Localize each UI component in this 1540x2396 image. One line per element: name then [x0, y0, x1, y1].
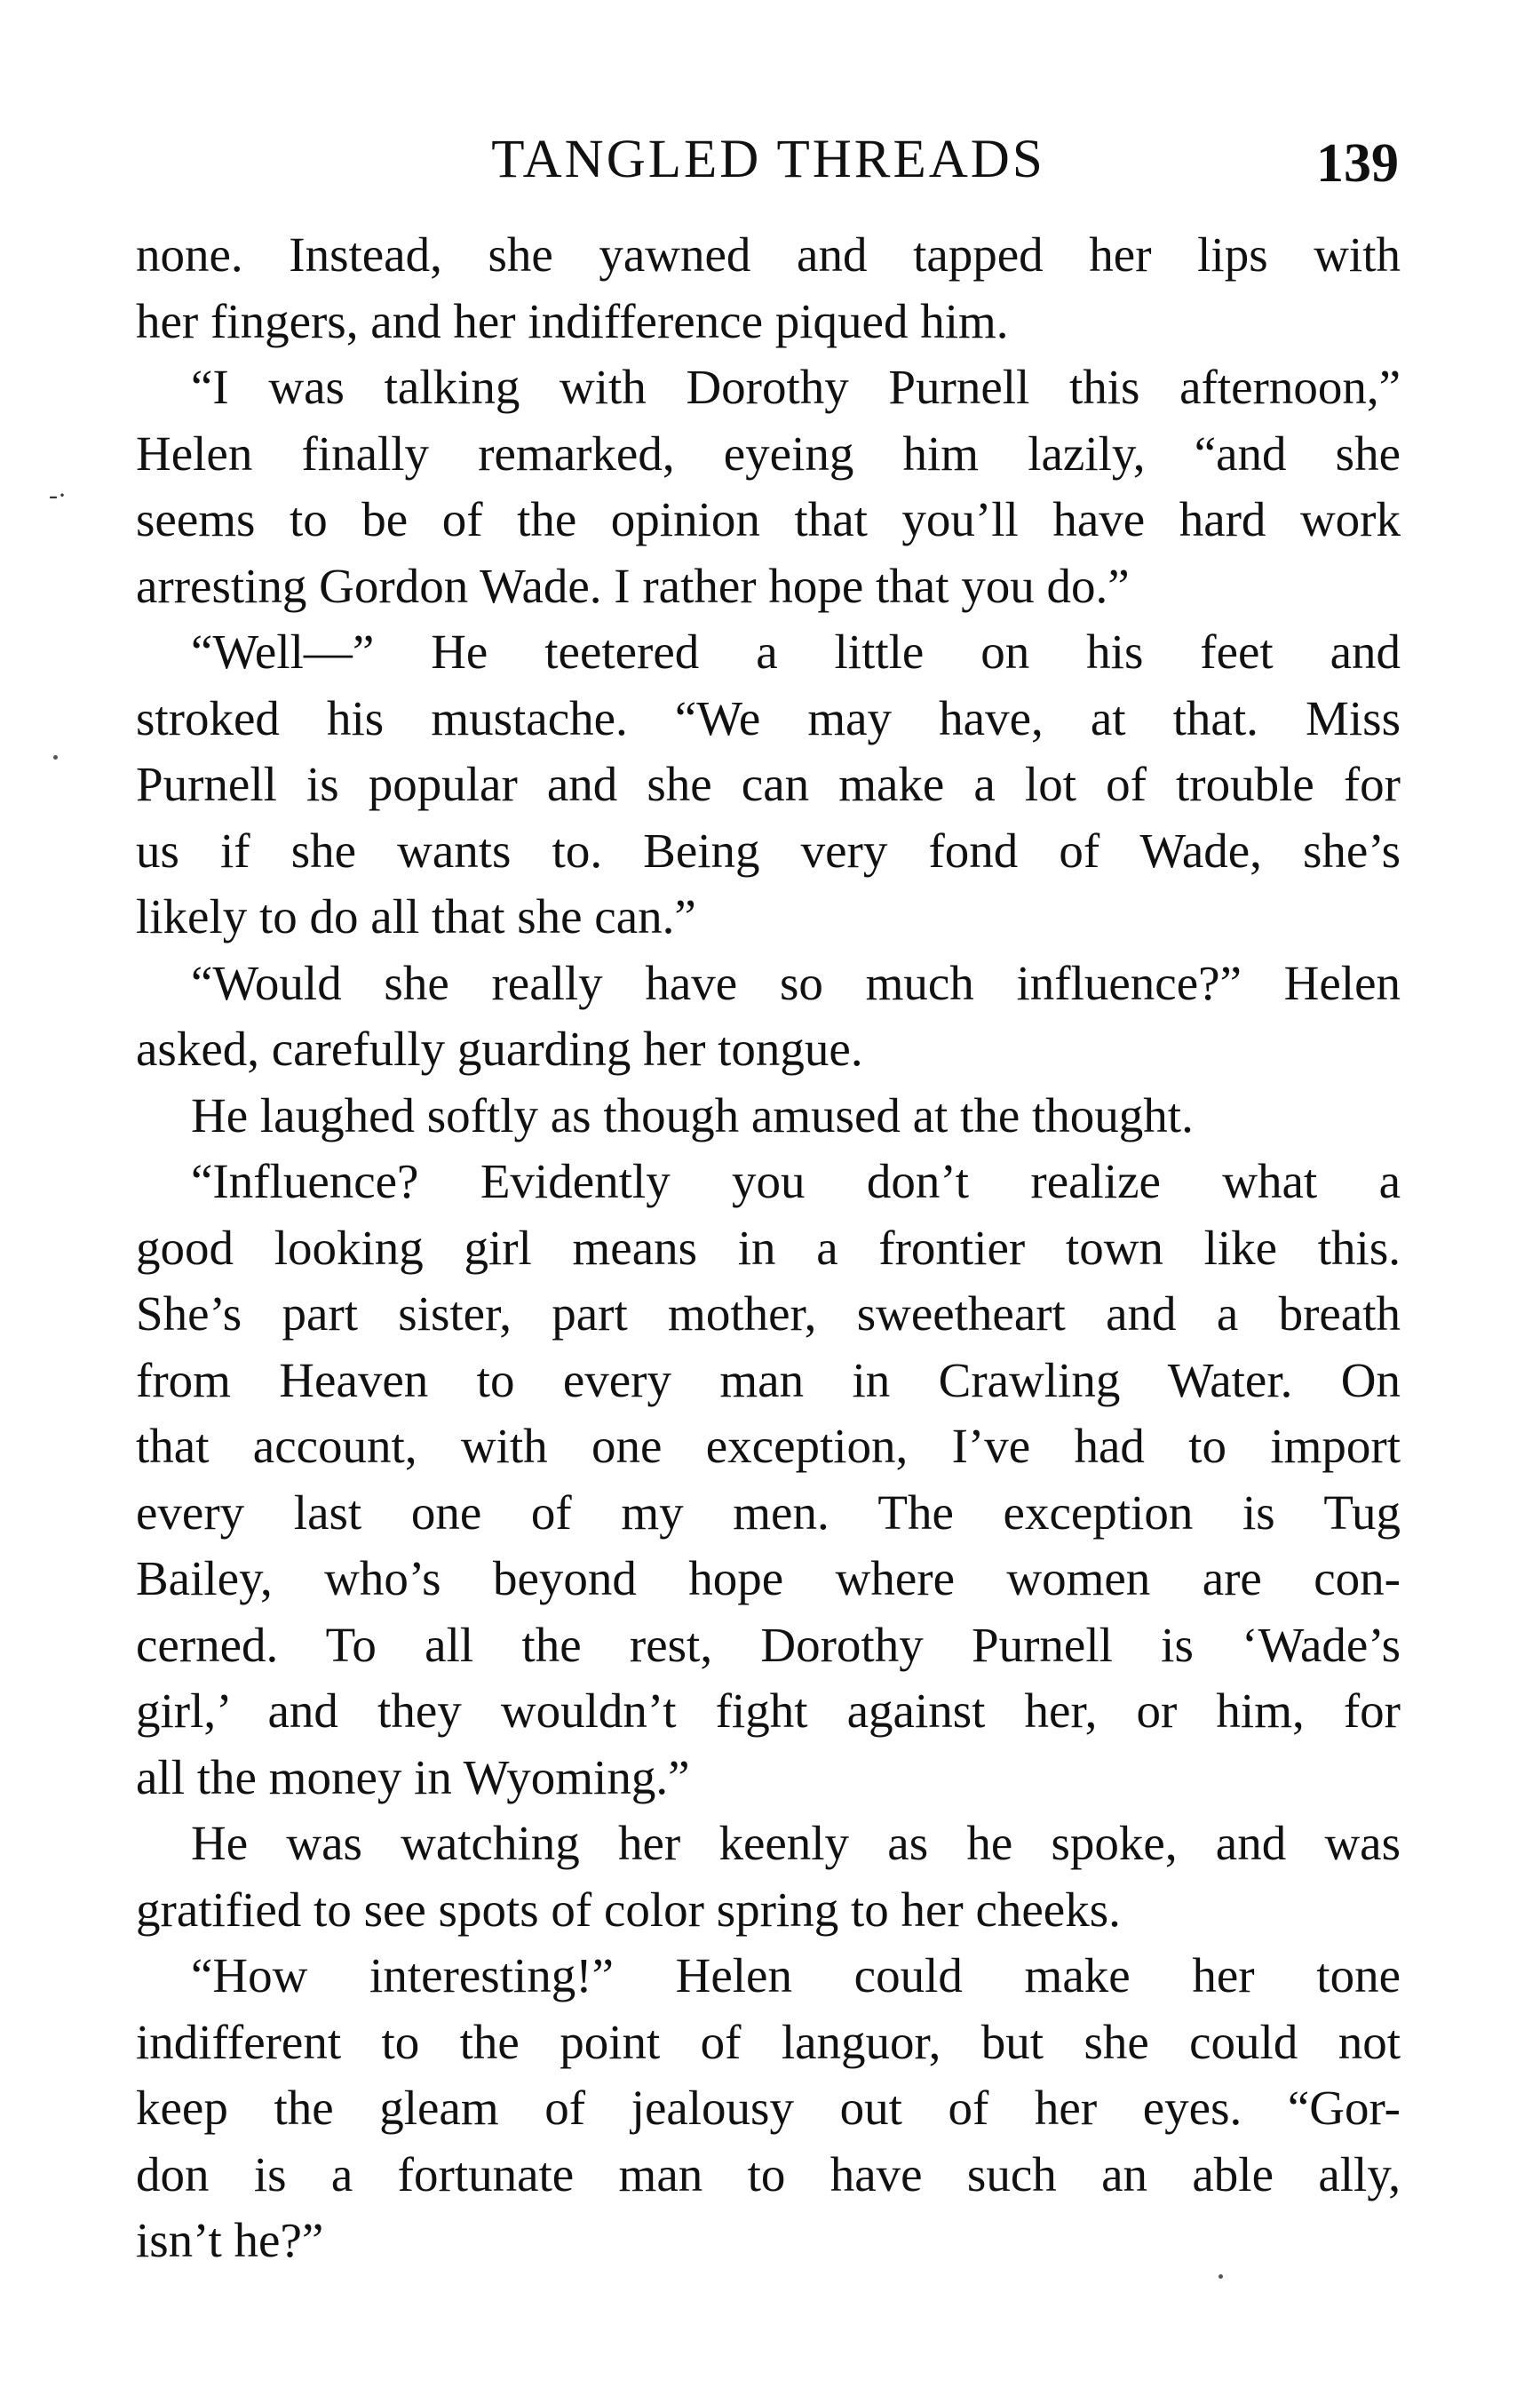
running-title: TANGLED THREADS	[491, 130, 1045, 189]
text-line: from Heaven to every man in Crawling Water. On	[136, 1352, 1401, 1407]
paper-speck	[53, 755, 58, 760]
text-line: every last one of my men. The exception is Tug	[136, 1485, 1401, 1540]
text-line: She’s part sister, part mother, sweetheart and a breath	[136, 1286, 1401, 1341]
running-head	[138, 124, 1399, 195]
text-line: He was watching her keenly as he spoke, and was	[191, 1816, 1401, 1870]
text-line: gratified to see spots of color spring to her cheeks.	[136, 1882, 1121, 1937]
text-line: us if she wants to. Being very fond of Wade, she’s	[136, 823, 1401, 878]
text-line: isn’t he?”	[136, 2213, 324, 2267]
text-line: “Influence? Evidently you don’t realize what a	[191, 1154, 1401, 1208]
text-line: girl,’ and they wouldn’t fight against her, or him, for	[136, 1684, 1401, 1738]
text-line: He laughed softly as though amused at the thought.	[191, 1087, 1194, 1142]
text-line: Purnell is popular and she can make a lot of trouble for	[136, 757, 1401, 811]
text-line: arresting Gordon Wade. I rather hope that you do.”	[136, 558, 1130, 613]
margin-mark: -·	[49, 481, 67, 510]
paper-speck	[1219, 2274, 1223, 2279]
text-line: stroked his mustache. “We may have, at that. Miss	[136, 690, 1401, 745]
text-line: Bailey, who’s beyond hope where women are con-	[136, 1551, 1401, 1605]
text-line: “I was talking with Dorothy Purnell this afternoon,”	[191, 360, 1401, 414]
text-line: her fingers, and her indifference piqued him.	[136, 293, 1009, 348]
text-line: seems to be of the opinion that you’ll have hard work	[136, 492, 1401, 546]
text-line: indifferent to the point of languor, but she could not	[136, 2014, 1401, 2069]
text-line: Helen finally remarked, eyeing him lazily, “and she	[136, 426, 1401, 481]
text-line: “How interesting!” Helen could make her tone	[191, 1948, 1401, 2002]
text-line: cerned. To all the rest, Dorothy Purnell is ‘Wade’s	[136, 1617, 1401, 1672]
text-line: keep the gleam of jealousy out of her eyes. “Gor-	[136, 2081, 1401, 2135]
text-line: don is a fortunate man to have such an able ally,	[136, 2146, 1401, 2201]
text-line: “Well—” He teetered a little on his feet and	[191, 625, 1401, 679]
text-line: likely to do all that she can.”	[136, 889, 696, 943]
text-line: none. Instead, she yawned and tapped her lips with	[136, 227, 1401, 282]
text-line: all the money in Wyoming.”	[136, 1749, 690, 1804]
text-line: “Would she really have so much influence?” Helen	[191, 955, 1401, 1010]
text-line: asked, carefully guarding her tongue.	[136, 1022, 863, 1076]
text-line: good looking girl means in a frontier town like this.	[136, 1220, 1401, 1275]
text-line: that account, with one exception, I’ve had to import	[136, 1419, 1401, 1473]
body-text	[136, 222, 1401, 2274]
page-number: 139	[1316, 133, 1399, 194]
